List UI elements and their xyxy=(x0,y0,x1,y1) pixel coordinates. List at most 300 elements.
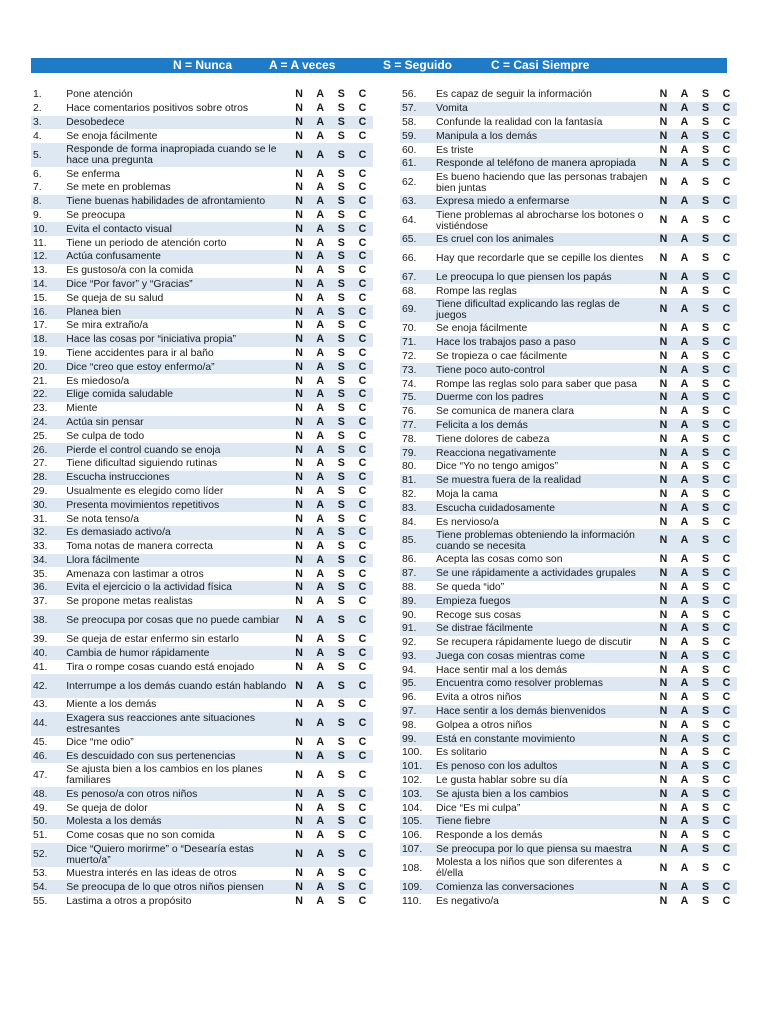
option-c[interactable]: C xyxy=(716,419,737,433)
option-n[interactable]: N xyxy=(289,646,310,660)
option-a[interactable]: A xyxy=(680,432,689,445)
option-c[interactable]: C xyxy=(722,801,731,814)
option-a[interactable]: A xyxy=(680,322,689,335)
option-s[interactable]: S xyxy=(701,88,710,101)
option-c[interactable]: C xyxy=(358,264,367,277)
option-c[interactable]: C xyxy=(722,405,731,418)
option-s[interactable]: S xyxy=(701,322,710,335)
option-a[interactable]: A xyxy=(310,360,331,374)
option-n[interactable]: N xyxy=(289,333,310,347)
option-s[interactable]: S xyxy=(331,674,352,698)
option-a[interactable]: A xyxy=(680,487,689,500)
option-n[interactable]: N xyxy=(659,894,668,907)
option-n[interactable]: N xyxy=(659,214,668,227)
option-s[interactable]: S xyxy=(337,291,345,304)
option-s[interactable]: S xyxy=(695,298,716,322)
option-n[interactable]: N xyxy=(295,102,303,115)
option-a[interactable]: A xyxy=(316,768,324,781)
option-a[interactable]: A xyxy=(310,250,331,264)
option-s[interactable]: S xyxy=(695,195,716,209)
option-s[interactable]: S xyxy=(331,750,352,764)
option-a[interactable]: A xyxy=(674,650,695,664)
option-n[interactable]: N xyxy=(659,115,668,128)
option-n[interactable]: N xyxy=(659,608,668,621)
option-s[interactable]: S xyxy=(331,143,352,167)
option-s[interactable]: S xyxy=(337,457,345,470)
option-a[interactable]: A xyxy=(316,374,324,387)
option-s[interactable]: S xyxy=(337,736,345,749)
option-s[interactable]: S xyxy=(337,374,345,387)
option-s[interactable]: S xyxy=(695,529,716,553)
option-a[interactable]: A xyxy=(680,143,689,156)
option-s[interactable]: S xyxy=(337,768,345,781)
option-s[interactable]: S xyxy=(337,208,345,221)
option-c[interactable]: C xyxy=(722,143,731,156)
option-c[interactable]: C xyxy=(716,157,737,171)
option-a[interactable]: A xyxy=(674,677,695,691)
option-s[interactable]: S xyxy=(337,129,345,142)
option-n[interactable]: N xyxy=(289,278,310,292)
option-a[interactable]: A xyxy=(316,698,324,711)
option-n[interactable]: N xyxy=(659,580,668,593)
option-c[interactable]: C xyxy=(722,553,731,566)
option-c[interactable]: C xyxy=(716,363,737,377)
option-n[interactable]: N xyxy=(653,677,674,691)
option-n[interactable]: N xyxy=(659,829,668,842)
option-n[interactable]: N xyxy=(289,443,310,457)
option-a[interactable]: A xyxy=(680,460,689,473)
option-c[interactable]: C xyxy=(716,529,737,553)
option-s[interactable]: S xyxy=(701,115,710,128)
option-c[interactable]: C xyxy=(358,208,367,221)
option-s[interactable]: S xyxy=(331,609,352,633)
option-c[interactable]: C xyxy=(716,129,737,143)
option-a[interactable]: A xyxy=(680,115,689,128)
option-c[interactable]: C xyxy=(352,554,373,568)
option-n[interactable]: N xyxy=(295,595,303,608)
option-c[interactable]: C xyxy=(352,388,373,402)
option-a[interactable]: A xyxy=(310,815,331,829)
option-s[interactable]: S xyxy=(695,129,716,143)
option-n[interactable]: N xyxy=(289,116,310,130)
option-c[interactable]: C xyxy=(716,705,737,719)
option-n[interactable]: N xyxy=(289,388,310,402)
option-c[interactable]: C xyxy=(352,712,373,736)
option-s[interactable]: S xyxy=(331,195,352,209)
option-a[interactable]: A xyxy=(674,336,695,350)
option-a[interactable]: A xyxy=(316,567,324,580)
option-s[interactable]: S xyxy=(337,402,345,415)
option-s[interactable]: S xyxy=(337,867,345,880)
option-c[interactable]: C xyxy=(716,843,737,857)
option-s[interactable]: S xyxy=(331,471,352,485)
option-c[interactable]: C xyxy=(722,663,731,676)
option-a[interactable]: A xyxy=(316,346,324,359)
option-n[interactable]: N xyxy=(289,305,310,319)
option-a[interactable]: A xyxy=(316,633,324,646)
option-s[interactable]: S xyxy=(695,391,716,405)
option-c[interactable]: C xyxy=(722,377,731,390)
option-a[interactable]: A xyxy=(310,498,331,512)
option-s[interactable]: S xyxy=(695,732,716,746)
option-c[interactable]: C xyxy=(722,515,731,528)
option-c[interactable]: C xyxy=(716,336,737,350)
option-c[interactable]: C xyxy=(722,349,731,362)
option-s[interactable]: S xyxy=(337,264,345,277)
option-s[interactable]: S xyxy=(695,501,716,515)
option-c[interactable]: C xyxy=(722,176,731,189)
option-c[interactable]: C xyxy=(358,102,367,115)
option-n[interactable]: N xyxy=(289,815,310,829)
option-a[interactable]: A xyxy=(310,116,331,130)
option-s[interactable]: S xyxy=(701,432,710,445)
option-n[interactable]: N xyxy=(659,377,668,390)
option-s[interactable]: S xyxy=(701,284,710,297)
option-n[interactable]: N xyxy=(295,736,303,749)
option-s[interactable]: S xyxy=(331,581,352,595)
option-s[interactable]: S xyxy=(331,116,352,130)
option-a[interactable]: A xyxy=(680,214,689,227)
option-n[interactable]: N xyxy=(659,176,668,189)
option-c[interactable]: C xyxy=(358,181,367,194)
option-a[interactable]: A xyxy=(316,181,324,194)
option-s[interactable]: S xyxy=(695,474,716,488)
option-a[interactable]: A xyxy=(674,501,695,515)
option-c[interactable]: C xyxy=(716,474,737,488)
option-c[interactable]: C xyxy=(358,540,367,553)
option-n[interactable]: N xyxy=(289,222,310,236)
option-s[interactable]: S xyxy=(701,774,710,787)
option-a[interactable]: A xyxy=(680,718,689,731)
option-s[interactable]: S xyxy=(331,554,352,568)
option-n[interactable]: N xyxy=(659,143,668,156)
option-n[interactable]: N xyxy=(295,768,303,781)
option-a[interactable]: A xyxy=(674,474,695,488)
option-c[interactable]: C xyxy=(358,660,367,673)
option-c[interactable]: C xyxy=(722,894,731,907)
option-a[interactable]: A xyxy=(674,195,695,209)
option-s[interactable]: S xyxy=(331,787,352,801)
option-c[interactable]: C xyxy=(352,880,373,894)
option-n[interactable]: N xyxy=(653,843,674,857)
option-a[interactable]: A xyxy=(680,829,689,842)
option-n[interactable]: N xyxy=(295,484,303,497)
option-a[interactable]: A xyxy=(316,167,324,180)
option-n[interactable]: N xyxy=(653,760,674,774)
option-a[interactable]: A xyxy=(674,157,695,171)
option-c[interactable]: C xyxy=(722,829,731,842)
option-c[interactable]: C xyxy=(722,580,731,593)
option-c[interactable]: C xyxy=(716,446,737,460)
option-n[interactable]: N xyxy=(653,157,674,171)
option-c[interactable]: C xyxy=(358,167,367,180)
option-n[interactable]: N xyxy=(295,894,303,907)
option-n[interactable]: N xyxy=(295,512,303,525)
option-n[interactable]: N xyxy=(653,705,674,719)
option-s[interactable]: S xyxy=(701,608,710,621)
option-a[interactable]: A xyxy=(310,305,331,319)
option-c[interactable]: C xyxy=(722,322,731,335)
option-n[interactable]: N xyxy=(295,457,303,470)
option-s[interactable]: S xyxy=(331,388,352,402)
option-s[interactable]: S xyxy=(331,305,352,319)
option-n[interactable]: N xyxy=(289,526,310,540)
option-c[interactable]: C xyxy=(352,333,373,347)
option-n[interactable]: N xyxy=(653,880,674,894)
option-n[interactable]: N xyxy=(295,402,303,415)
option-s[interactable]: S xyxy=(701,377,710,390)
option-c[interactable]: C xyxy=(722,861,731,874)
option-a[interactable]: A xyxy=(310,674,331,698)
option-c[interactable]: C xyxy=(352,471,373,485)
option-s[interactable]: S xyxy=(695,787,716,801)
option-n[interactable]: N xyxy=(659,405,668,418)
option-n[interactable]: N xyxy=(289,195,310,209)
option-c[interactable]: C xyxy=(352,222,373,236)
option-s[interactable]: S xyxy=(701,663,710,676)
option-a[interactable]: A xyxy=(674,567,695,581)
option-n[interactable]: N xyxy=(295,346,303,359)
option-n[interactable]: N xyxy=(653,195,674,209)
option-c[interactable]: C xyxy=(358,402,367,415)
option-s[interactable]: S xyxy=(695,880,716,894)
option-c[interactable]: C xyxy=(358,319,367,332)
option-a[interactable]: A xyxy=(674,594,695,608)
option-n[interactable]: N xyxy=(289,843,310,867)
option-c[interactable]: C xyxy=(722,636,731,649)
option-a[interactable]: A xyxy=(316,894,324,907)
option-c[interactable]: C xyxy=(722,608,731,621)
option-a[interactable]: A xyxy=(674,391,695,405)
option-a[interactable]: A xyxy=(674,843,695,857)
option-s[interactable]: S xyxy=(337,236,345,249)
option-s[interactable]: S xyxy=(337,633,345,646)
option-c[interactable]: C xyxy=(358,429,367,442)
option-s[interactable]: S xyxy=(331,360,352,374)
option-n[interactable]: N xyxy=(295,801,303,814)
option-a[interactable]: A xyxy=(310,222,331,236)
option-c[interactable]: C xyxy=(358,867,367,880)
option-s[interactable]: S xyxy=(331,333,352,347)
option-s[interactable]: S xyxy=(701,746,710,759)
option-s[interactable]: S xyxy=(337,102,345,115)
option-c[interactable]: C xyxy=(716,567,737,581)
option-s[interactable]: S xyxy=(331,843,352,867)
option-c[interactable]: C xyxy=(716,622,737,636)
option-a[interactable]: A xyxy=(674,787,695,801)
option-a[interactable]: A xyxy=(674,233,695,247)
option-a[interactable]: A xyxy=(674,270,695,284)
option-c[interactable]: C xyxy=(352,526,373,540)
option-s[interactable]: S xyxy=(331,443,352,457)
option-c[interactable]: C xyxy=(352,143,373,167)
option-n[interactable]: N xyxy=(289,787,310,801)
option-n[interactable]: N xyxy=(653,567,674,581)
option-n[interactable]: N xyxy=(653,446,674,460)
option-c[interactable]: C xyxy=(716,391,737,405)
option-n[interactable]: N xyxy=(653,501,674,515)
option-s[interactable]: S xyxy=(701,861,710,874)
option-s[interactable]: S xyxy=(695,567,716,581)
option-c[interactable]: C xyxy=(722,432,731,445)
option-n[interactable]: N xyxy=(653,732,674,746)
option-c[interactable]: C xyxy=(352,787,373,801)
option-c[interactable]: C xyxy=(722,251,731,264)
option-n[interactable]: N xyxy=(295,167,303,180)
option-c[interactable]: C xyxy=(358,829,367,842)
option-a[interactable]: A xyxy=(316,429,324,442)
option-n[interactable]: N xyxy=(653,622,674,636)
option-c[interactable]: C xyxy=(722,460,731,473)
option-a[interactable]: A xyxy=(680,176,689,189)
option-n[interactable]: N xyxy=(659,861,668,874)
option-n[interactable]: N xyxy=(659,801,668,814)
option-a[interactable]: A xyxy=(316,595,324,608)
option-c[interactable]: C xyxy=(358,633,367,646)
option-c[interactable]: C xyxy=(722,774,731,787)
option-n[interactable]: N xyxy=(659,553,668,566)
option-c[interactable]: C xyxy=(722,214,731,227)
option-c[interactable]: C xyxy=(358,374,367,387)
option-n[interactable]: N xyxy=(295,181,303,194)
option-s[interactable]: S xyxy=(337,660,345,673)
option-s[interactable]: S xyxy=(695,650,716,664)
option-a[interactable]: A xyxy=(316,484,324,497)
option-n[interactable]: N xyxy=(653,787,674,801)
option-s[interactable]: S xyxy=(701,829,710,842)
option-s[interactable]: S xyxy=(337,512,345,525)
option-a[interactable]: A xyxy=(310,712,331,736)
option-n[interactable]: N xyxy=(653,102,674,116)
option-c[interactable]: C xyxy=(716,298,737,322)
option-s[interactable]: S xyxy=(337,429,345,442)
option-n[interactable]: N xyxy=(659,691,668,704)
option-c[interactable]: C xyxy=(352,750,373,764)
option-a[interactable]: A xyxy=(674,880,695,894)
option-s[interactable]: S xyxy=(331,815,352,829)
option-c[interactable]: C xyxy=(716,594,737,608)
option-s[interactable]: S xyxy=(701,515,710,528)
option-n[interactable]: N xyxy=(659,349,668,362)
option-s[interactable]: S xyxy=(695,677,716,691)
option-a[interactable]: A xyxy=(316,319,324,332)
option-n[interactable]: N xyxy=(289,471,310,485)
option-c[interactable]: C xyxy=(716,760,737,774)
option-n[interactable]: N xyxy=(659,663,668,676)
option-a[interactable]: A xyxy=(310,843,331,867)
option-a[interactable]: A xyxy=(310,471,331,485)
option-a[interactable]: A xyxy=(680,405,689,418)
option-a[interactable]: A xyxy=(310,388,331,402)
option-s[interactable]: S xyxy=(337,319,345,332)
option-s[interactable]: S xyxy=(337,595,345,608)
option-s[interactable]: S xyxy=(695,363,716,377)
option-s[interactable]: S xyxy=(331,498,352,512)
option-n[interactable]: N xyxy=(289,416,310,430)
option-c[interactable]: C xyxy=(358,236,367,249)
option-a[interactable]: A xyxy=(310,526,331,540)
option-a[interactable]: A xyxy=(680,608,689,621)
option-c[interactable]: C xyxy=(358,291,367,304)
option-a[interactable]: A xyxy=(680,553,689,566)
option-n[interactable]: N xyxy=(653,419,674,433)
option-s[interactable]: S xyxy=(695,270,716,284)
option-a[interactable]: A xyxy=(674,363,695,377)
option-c[interactable]: C xyxy=(358,88,367,101)
option-a[interactable]: A xyxy=(680,284,689,297)
option-n[interactable]: N xyxy=(295,129,303,142)
option-s[interactable]: S xyxy=(337,346,345,359)
option-a[interactable]: A xyxy=(680,377,689,390)
option-s[interactable]: S xyxy=(337,829,345,842)
option-a[interactable]: A xyxy=(674,419,695,433)
option-s[interactable]: S xyxy=(701,143,710,156)
option-a[interactable]: A xyxy=(310,581,331,595)
option-n[interactable]: N xyxy=(295,660,303,673)
option-c[interactable]: C xyxy=(352,116,373,130)
option-s[interactable]: S xyxy=(695,233,716,247)
option-c[interactable]: C xyxy=(716,787,737,801)
option-n[interactable]: N xyxy=(289,712,310,736)
option-c[interactable]: C xyxy=(352,674,373,698)
option-n[interactable]: N xyxy=(653,815,674,829)
option-a[interactable]: A xyxy=(316,736,324,749)
option-a[interactable]: A xyxy=(316,867,324,880)
option-c[interactable]: C xyxy=(722,487,731,500)
option-a[interactable]: A xyxy=(310,443,331,457)
option-a[interactable]: A xyxy=(674,298,695,322)
option-n[interactable]: N xyxy=(659,284,668,297)
option-n[interactable]: N xyxy=(653,336,674,350)
option-n[interactable]: N xyxy=(653,529,674,553)
option-a[interactable]: A xyxy=(680,691,689,704)
option-n[interactable]: N xyxy=(295,567,303,580)
option-c[interactable]: C xyxy=(358,801,367,814)
option-c[interactable]: C xyxy=(722,115,731,128)
option-a[interactable]: A xyxy=(674,446,695,460)
option-n[interactable]: N xyxy=(289,609,310,633)
option-n[interactable]: N xyxy=(659,774,668,787)
option-a[interactable]: A xyxy=(316,208,324,221)
option-a[interactable]: A xyxy=(310,787,331,801)
option-n[interactable]: N xyxy=(659,487,668,500)
option-n[interactable]: N xyxy=(295,208,303,221)
option-c[interactable]: C xyxy=(722,691,731,704)
option-c[interactable]: C xyxy=(358,768,367,781)
option-n[interactable]: N xyxy=(659,636,668,649)
option-s[interactable]: S xyxy=(331,712,352,736)
option-a[interactable]: A xyxy=(310,880,331,894)
option-c[interactable]: C xyxy=(358,894,367,907)
option-c[interactable]: C xyxy=(352,443,373,457)
option-c[interactable]: C xyxy=(716,650,737,664)
option-a[interactable]: A xyxy=(316,457,324,470)
option-c[interactable]: C xyxy=(716,102,737,116)
option-n[interactable]: N xyxy=(653,594,674,608)
option-a[interactable]: A xyxy=(680,663,689,676)
option-s[interactable]: S xyxy=(695,446,716,460)
option-c[interactable]: C xyxy=(352,278,373,292)
option-a[interactable]: A xyxy=(674,732,695,746)
option-c[interactable]: C xyxy=(352,195,373,209)
option-n[interactable]: N xyxy=(659,460,668,473)
option-s[interactable]: S xyxy=(695,419,716,433)
option-a[interactable]: A xyxy=(310,143,331,167)
option-c[interactable]: C xyxy=(358,484,367,497)
option-c[interactable]: C xyxy=(352,498,373,512)
option-n[interactable]: N xyxy=(289,880,310,894)
option-s[interactable]: S xyxy=(701,580,710,593)
